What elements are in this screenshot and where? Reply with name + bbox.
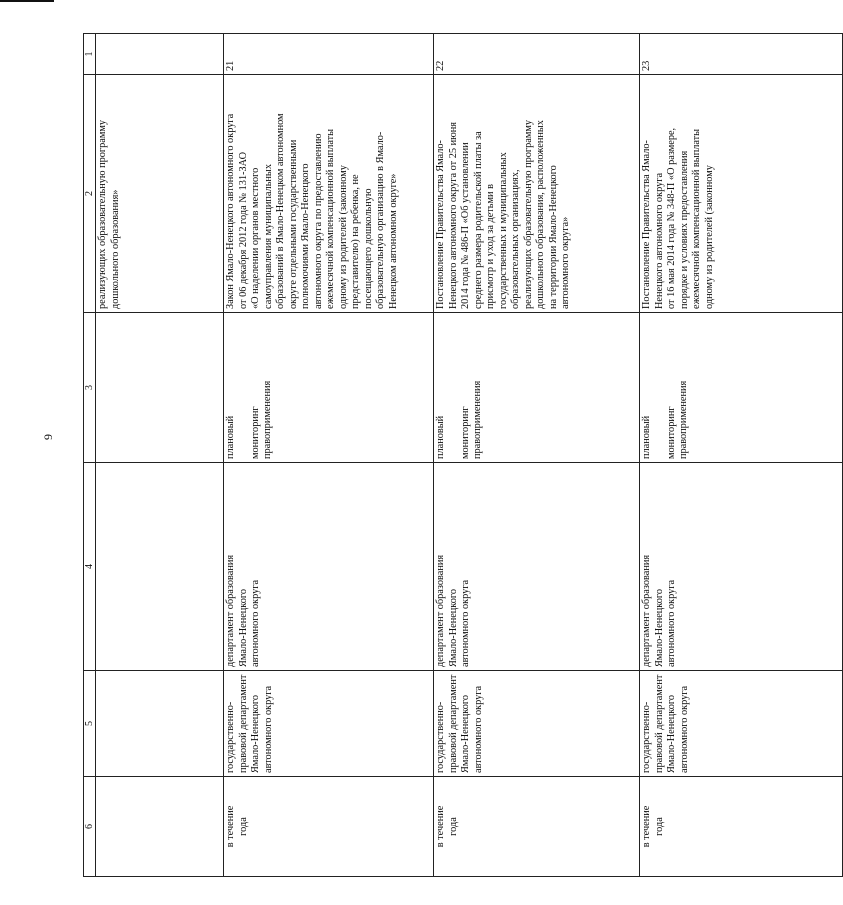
cell-line: «О наделении органов местного: [250, 167, 261, 309]
cell-line: правоприменения: [262, 380, 273, 459]
cell-line: Ямало-Ненецкого: [666, 694, 677, 773]
cell-line: Ненецкого автономного округа: [653, 172, 665, 309]
cell-line: порядке и условиях предоставления: [678, 150, 690, 309]
cell-line: правоприменения: [678, 380, 689, 459]
cell-line: года: [237, 817, 249, 836]
table-row: [96, 34, 224, 877]
cell-line: в течение: [641, 805, 652, 848]
cell-num: [96, 34, 224, 75]
cell-term: [224, 777, 434, 877]
cell-line: Закон Ямало-Ненецкого автономного округа: [225, 113, 236, 309]
cell-line: 2014 года № 486-П «Об установлении: [460, 142, 471, 309]
cell-executor: [434, 463, 640, 671]
cell-term: [96, 777, 224, 877]
cell-num: 21: [224, 34, 434, 75]
cell-line: автономного округа: [678, 685, 690, 773]
cell-line: Постановление Правительства Ямало-: [435, 140, 446, 309]
cell-document: [640, 75, 843, 313]
cell-type: [434, 313, 640, 463]
cell-line: мониторинг: [665, 406, 677, 459]
cell-line: государственно-: [435, 701, 446, 773]
cell-line: образовательную организацию в Ямало-: [375, 131, 386, 309]
cell-line: автономного округа»: [560, 216, 571, 309]
cell-line: департамент образования: [225, 554, 236, 667]
cell-responsible: [224, 671, 434, 777]
cell-num: 22: [434, 34, 640, 75]
cell-line: ежемесячной компенсационной выплаты: [325, 128, 336, 309]
cell-line: государственно-: [225, 701, 236, 773]
cell-line: Ямало-Ненецкого: [447, 588, 459, 667]
measures-table: [83, 33, 843, 877]
cell-line: посещающего дошкольную: [362, 188, 374, 309]
cell-executor: [640, 463, 843, 671]
cell-document: [434, 75, 640, 313]
cell-line: в течение: [225, 805, 236, 848]
rotated-table-container: [83, 34, 715, 877]
cell-line: одному из родителей (законному: [703, 165, 715, 309]
cell-gap: [448, 316, 460, 459]
cell-line: года: [447, 817, 459, 836]
cell-line: автономного округа: [262, 685, 274, 773]
cell-line: в течение: [435, 805, 446, 848]
cell-type: [640, 313, 843, 463]
header-cell-3: 3: [84, 313, 96, 463]
cell-line: присмотр и уход за детьми в: [485, 184, 496, 309]
cell-line: автономного округа: [666, 579, 677, 667]
cell-line: автономного округа по предоставлению: [312, 133, 324, 309]
cell-line: мониторинг: [249, 406, 261, 459]
table-body: [84, 34, 843, 877]
page-number: 9: [41, 434, 55, 440]
cell-line: полномочиями Ямало-Ненецкого: [300, 163, 311, 309]
cell-responsible: [640, 671, 843, 777]
cell-line: правоприменения: [472, 380, 483, 459]
cell-line: ежемесячной компенсационной выплаты: [691, 128, 702, 309]
cell-line: одному из родителей (законному: [337, 165, 349, 309]
cell-line: правовой департамент: [653, 674, 665, 773]
cell-line: дошкольного образования»: [109, 189, 121, 309]
cell-line: Ямало-Ненецкого: [237, 588, 249, 667]
cell-line: реализующих образовательную программу: [522, 119, 534, 309]
cell-line: года: [653, 817, 665, 836]
cell-gap: [238, 316, 250, 459]
header-row: [84, 34, 96, 877]
cell-line: Постановление Правительства Ямало-: [641, 140, 652, 309]
cell-term: [434, 777, 640, 877]
cell-line: Ненецкого автономного округа от 25 июня: [447, 121, 459, 309]
cell-line: округе отдельными государственными: [287, 139, 299, 309]
cell-line: автономного округа: [250, 579, 261, 667]
header-cell-5: 5: [84, 671, 96, 777]
header-cell-6: 6: [84, 777, 96, 877]
table-row: [434, 34, 640, 877]
header-cell-2: 2: [84, 75, 96, 313]
cell-line: государственных и муниципальных: [497, 152, 509, 309]
cell-line: самоуправления муниципальных: [262, 164, 274, 309]
cell-type: [224, 313, 434, 463]
cell-line: Ямало-Ненецкого: [250, 694, 261, 773]
cell-gap: [654, 316, 666, 459]
cell-document: [96, 75, 224, 313]
cell-line: представителю) на ребенка, не: [350, 174, 361, 309]
cell-line: департамент образования: [641, 554, 652, 667]
cell-line: на территории Ямало-Ненецкого: [547, 165, 559, 309]
cell-line: автономного округа: [472, 685, 484, 773]
cell-line: плановый: [435, 415, 446, 459]
table-row: [224, 34, 434, 877]
cell-line: плановый: [641, 415, 652, 459]
cell-line: правовой департамент: [237, 674, 249, 773]
cell-line: Ямало-Ненецкого: [653, 588, 665, 667]
cell-line: мониторинг: [459, 406, 471, 459]
cell-executor: [224, 463, 434, 671]
cell-line: образований в Ямало-Ненецком автономном: [275, 113, 286, 309]
cell-line: автономного округа: [460, 579, 471, 667]
table-row: [640, 34, 843, 877]
cell-line: Ямало-Ненецкого: [460, 694, 471, 773]
cell-line: государственно-: [641, 701, 652, 773]
cell-responsible: [434, 671, 640, 777]
cell-line: плановый: [225, 415, 236, 459]
cell-type: [96, 313, 224, 463]
cell-num: 23: [640, 34, 843, 75]
cell-executor: [96, 463, 224, 671]
cell-line: от 16 мая 2014 года № 348-П «О размере,: [666, 127, 677, 309]
header-cell-4: 4: [84, 463, 96, 671]
cell-responsible: [96, 671, 224, 777]
top-rule: [0, 0, 54, 2]
cell-line: дошкольного образования, расположенных: [535, 120, 546, 309]
header-cell-1: 1: [84, 34, 96, 75]
cell-line: среднего размера родительской платы за: [472, 131, 484, 309]
cell-line: от 06 декабря 2012 года № 131-ЗАО: [237, 151, 249, 309]
cell-line: правовой департамент: [447, 674, 459, 773]
cell-term: [640, 777, 843, 877]
cell-line: реализующих образовательную программу: [97, 119, 108, 309]
cell-line: департамент образования: [435, 554, 446, 667]
cell-document: [224, 75, 434, 313]
cell-line: Ненецком автономном округе»: [387, 173, 399, 309]
cell-line: образовательных организациях,: [510, 169, 521, 309]
